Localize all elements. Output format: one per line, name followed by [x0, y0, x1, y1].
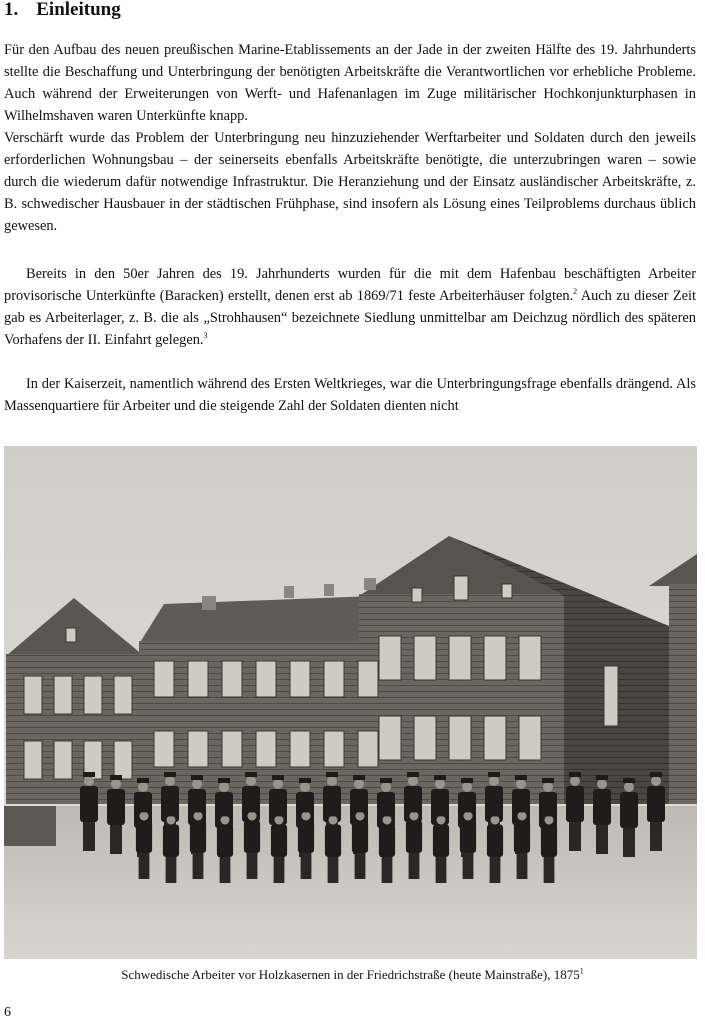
body-text-block-2 [4, 263, 696, 417]
caption-footnote-ref[interactable]: 1 [579, 966, 584, 976]
footnote-ref-2[interactable]: 2 [573, 287, 578, 297]
paragraph-4: In der Kaiserzeit, namentlich während des Ersten Weltkrieges, war die Unterbringungsfrage ebenfalls drängend. Als Massenquartiere für Arbeiter und die steigende Zahl der Soldaten dienten nicht [4, 376, 696, 414]
section-number: 1. [4, 0, 19, 20]
paragraph-3-text-a: Bereits in den 50er Jahren des 19. Jahrhunderts wurden für die mit dem Hafenbau beschäftigten Arbeiter provisorische Unterkünfte (Baracken) erstellt, denen erst ab 1869/71 feste Arbeiterhäuser folgten. [4, 266, 696, 304]
historic-photo [4, 446, 697, 959]
paragraph-3 [4, 263, 696, 351]
section-title: Einleitung [36, 0, 121, 20]
page-number: 6 [4, 1005, 11, 1020]
figure-caption [0, 966, 705, 984]
figure-caption-text: Schwedische Arbeiter vor Holzkasernen in der Friedrichstraße (heute Mainstraße), 1875 [121, 967, 580, 982]
footnote-ref-3[interactable]: 3 [203, 331, 208, 341]
barracks-photo-illustration [4, 446, 697, 959]
paragraph-3-text-b: Auch zu dieser Zeit gab es Arbeiterlager, z. B. die als „Strohhausen“ bezeichnete Siedlung unmittelbar am Deichzug nördlich des späteren Vorhafens der II. Einfahrt gelegen. [4, 288, 696, 348]
paragraph-1: Für den Aufbau des neuen preußischen Marine-Etablissements an der Jade in der zweiten Hälfte des 19. Jahrhunderts stellte die Beschaffung und Unterbringung der benötigten Arbeitskräfte die Verantwortlichen vor erhebliche Probleme. Auch während der Erweiterungen von Werft- und Hafenanlagen im Zuge militärischer Hochkonjunkturphasen in Wilhelmshaven waren Unterkünfte knapp. [4, 42, 696, 124]
body-text-block-1 [4, 39, 696, 237]
paragraph-2: Verschärft wurde das Problem der Unterbringung neu hinzuziehender Werftarbeiter und Soldaten durch den jeweils erforderlichen Wohnungsbau – der seinerseits ebenfalls Arbeitskräfte benötigte, die unterzubringen waren – sowie durch die wiederum dafür notwendige Infrastruktur. Die Heranziehung und der Einsatz ausländischer Arbeitskräfte, z. B. schwedischer Hausbauer in der städtischen Frühphase, sind insofern als Lösung eines Teilproblems durchaus üblich gewesen. [4, 130, 696, 234]
section-heading [4, 0, 121, 22]
